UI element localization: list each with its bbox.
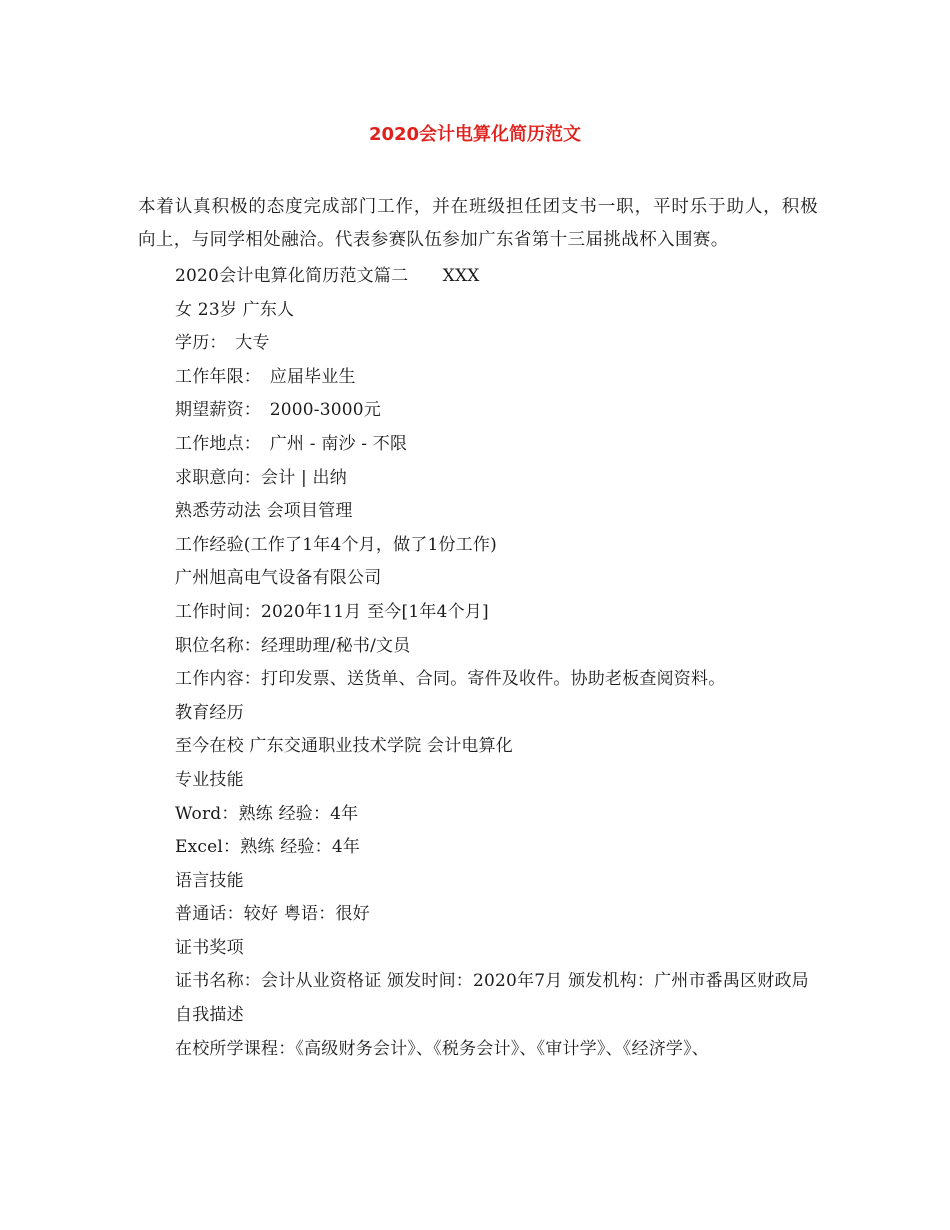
resume-line-work-years: 工作年限： 应届毕业生 xyxy=(175,366,356,387)
resume-line-job-intent: 求职意向：会计 | 出纳 xyxy=(175,467,347,488)
resume-line-certificate: 证书名称：会计从业资格证 颁发时间：2020年7月 颁发机构：广州市番禺区财政局 xyxy=(175,971,809,992)
resume-line-position: 职位名称：经理助理/秘书/文员 xyxy=(175,635,411,656)
resume-line-personal: 女 23岁 广东人 xyxy=(175,299,295,320)
resume-section-languages: 语言技能 xyxy=(175,870,244,891)
resume-lines xyxy=(138,260,828,1066)
resume-line-job-content: 工作内容：打印发票、送货单、合同。寄件及收件。协助老板查阅资料。 xyxy=(175,669,726,690)
resume-section-skills: 专业技能 xyxy=(175,769,244,790)
resume-line-work-experience: 工作经验(工作了1年4个月，做了1份工作) xyxy=(175,534,497,555)
resume-line-excel-skill: Excel：熟练 经验：4年 xyxy=(175,837,361,858)
resume-section-self-description: 自我描述 xyxy=(175,1005,244,1026)
resume-line-company: 广州旭高电气设备有限公司 xyxy=(175,568,382,589)
resume-line-salary: 期望薪资： 2000-3000元 xyxy=(175,400,381,421)
resume-line-location: 工作地点： 广州 - 南沙 - 不限 xyxy=(175,433,408,454)
resume-line-courses: 在校所学课程：《高级财务会计》、《税务会计》、《审计学》、《经济学》、 xyxy=(175,1038,709,1059)
intro-paragraph: 本着认真积极的态度完成部门工作，并在班级担任团支书一职，平时乐于助人，积极向上，与同学相处融洽。代表参赛队伍参加广东省第十三届挑战杯入围赛。 xyxy=(138,197,818,250)
resume-line-work-time: 工作时间：2020年11月 至今[1年4个月] xyxy=(175,601,489,622)
resume-section-certificates: 证书奖项 xyxy=(175,937,244,958)
resume-line-header: 2020会计电算化简历范文篇二 XXX xyxy=(175,266,480,286)
document-title: 2020会计电算化简历范文 xyxy=(368,124,582,145)
resume-line-skills-summary: 熟悉劳动法 会项目管理 xyxy=(175,501,353,522)
resume-section-education: 教育经历 xyxy=(175,702,244,723)
resume-line-school: 至今在校 广东交通职业技术学院 会计电算化 xyxy=(175,736,514,757)
resume-line-word-skill: Word：熟练 经验：4年 xyxy=(175,803,359,824)
resume-line-languages: 普通话：较好 粤语：很好 xyxy=(175,904,370,925)
resume-line-education-level: 学历： 大专 xyxy=(175,333,270,354)
